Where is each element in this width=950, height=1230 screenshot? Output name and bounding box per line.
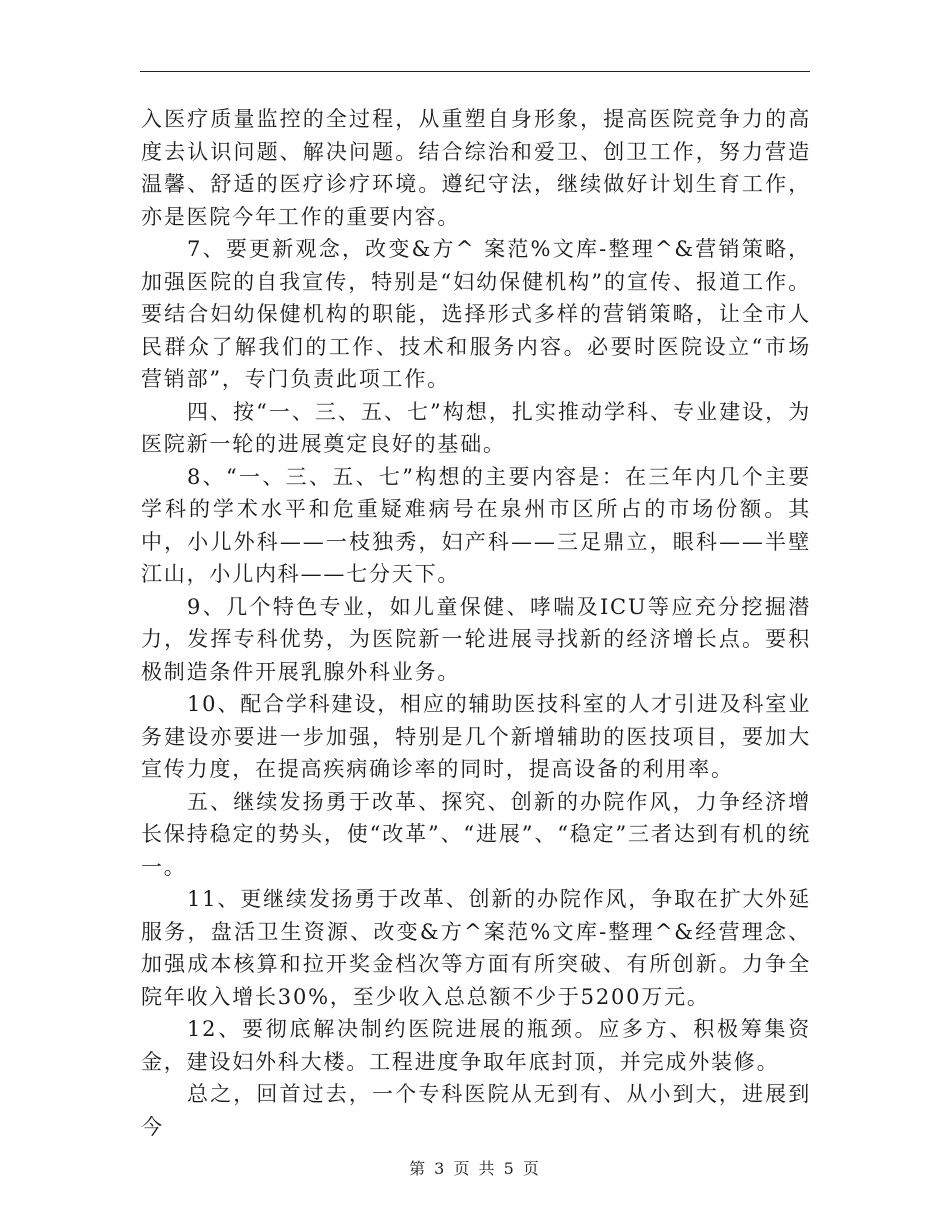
- document-body: [141, 103, 811, 1143]
- paragraph: 9、几个特色专业，如儿童保健、哮喘及ICU等应充分挖掘潜力，发挥专科优势，为医院新一轮进展寻找新的经济增长点。要积极制造条件开展乳腺外科业务。: [141, 594, 811, 684]
- paragraph: 四、按“一、三、五、七”构想，扎实推动学科、专业建设，为医院新一轮的进展奠定良好的基础。: [141, 399, 811, 456]
- paragraph: 总之，回首过去，一个专科医院从无到有、从小到大，进展到今: [141, 1082, 811, 1139]
- paragraph: 入医疗质量监控的全过程，从重塑自身形象，提高医院竞争力的高度去认识问题、解决问题。结合综治和爱卫、创卫工作，努力营造温馨、舒适的医疗诊疗环境。遵纪守法，继续做好计划生育工作，亦是医院今年工作的重要内容。: [141, 107, 811, 229]
- paragraph: 11、更继续发扬勇于改革、创新的办院作风，争取在扩大外延服务，盘活卫生资源、改变&方^案范%文库-整理^&经营理念、加强成本核算和拉开奖金档次等方面有所突破、有所创新。力争全院年收入增长30%，至少收入总总额不少于5200万元。: [141, 887, 811, 1009]
- paragraph: 12、要彻底解决制约医院进展的瓶颈。应多方、积极筹集资金，建设妇外科大楼。工程进度争取年底封顶，并完成外装修。: [141, 1017, 811, 1074]
- paragraph: 10、配合学科建设，相应的辅助医技科室的人才引进及科室业务建设亦要进一步加强，特别是几个新增辅助的医技项目，要加大宣传力度，在提高疾病确诊率的同时，提高设备的利用率。: [141, 692, 811, 781]
- header-rule: [140, 71, 810, 72]
- paragraph: 五、继续发扬勇于改革、探究、创新的办院作风，力争经济增长保持稳定的势头，使“改革”、“进展”、“稳定”三者达到有机的统一。: [141, 789, 811, 879]
- page-number-footer: 第 3 页 共 5 页: [409, 1159, 541, 1178]
- paragraph: 8、“一、三、五、七”构想的主要内容是：在三年内几个主要学科的学术水平和危重疑难病号在泉州市区所占的市场份额。其中，小儿外科——一枝独秀，妇产科——三足鼎立，眼科——半壁江山，小儿内科——七分天下。: [141, 464, 811, 586]
- paragraph: 7、要更新观念，改变&方^ 案范%文库-整理^&营销策略，加强医院的自我宣传，特别是“妇幼保健机构”的宣传、报道工作。要结合妇幼保健机构的职能，选择形式多样的营销策略，让全市人民群众了解我们的工作、技术和服务内容。必要时医院设立“市场营销部”，专门负责此项工作。: [141, 237, 811, 391]
